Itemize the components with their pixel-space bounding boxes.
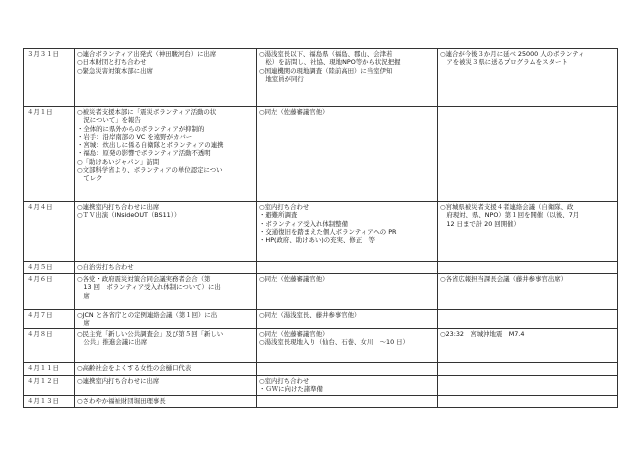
date-cell: ４月１１日 [24, 362, 75, 375]
office-action-cell [257, 362, 438, 375]
cell-line: 13 回 ボランティア受入れ体制について）に出 [77, 283, 221, 292]
field-event-cell [438, 395, 618, 407]
activity-cell [75, 49, 257, 107]
cell-line: てレク [77, 174, 103, 183]
office-action-cell [257, 310, 438, 329]
activity-timeline-table [23, 48, 618, 408]
cell-line: ○連合ボランティア出発式（神田駿河台）に出席 [77, 50, 217, 58]
cell-line: ○JCN と各省庁との定例連絡会議（第１回）に出 [77, 311, 218, 319]
cell-line: ○宮城県被災者支援４者連絡会議（自衛隊、政 [440, 203, 574, 211]
cell-line: ○同左（佐藤審議官他） [259, 275, 329, 283]
cell-line: ・宮城：炊出しに係る自衛隊とボランティアの連携 [77, 141, 224, 150]
cell-line: ○被災者支援本部に「震災ボランティア活動の状 [77, 108, 217, 116]
cell-line: ○連携室内打ち合わせに出席 [77, 376, 160, 385]
field-event-cell [438, 362, 618, 375]
date-cell: ４月５日 [24, 262, 75, 274]
cell-line: 地室員が同行 [259, 74, 304, 83]
field-event-cell [438, 310, 618, 329]
table-row [24, 274, 618, 310]
office-action-cell [257, 49, 438, 107]
cell-line: ○各省広報担当課長会議（藤井参事官出席） [440, 275, 567, 283]
activity-cell [75, 262, 257, 274]
field-event-cell [438, 328, 618, 362]
cell-line: ○連携室内打ち合わせに出席 [77, 203, 160, 211]
cell-line: ・ＧＷに向けた諸準備 [259, 384, 323, 393]
field-event-cell [438, 375, 618, 395]
cell-line: ・福島：原発の影響でボランティア活動不透明 [77, 149, 211, 158]
cell-line: ○湯浅室長現地入り（仙台、石巻、女川 ～10 日） [259, 337, 409, 346]
field-event-cell [438, 274, 618, 310]
cell-line: 松）を訪問し、社協、現地NPO等から状況把握 [259, 58, 401, 67]
activity-cell [75, 274, 257, 310]
cell-line: 席 [77, 291, 90, 300]
table-row [24, 375, 618, 395]
activity-cell [75, 310, 257, 329]
cell-line: ・全体的に県外からのボランティアが抑制的 [77, 124, 205, 133]
activity-cell [75, 375, 257, 395]
cell-line: 席 [77, 319, 90, 328]
activity-cell [75, 328, 257, 362]
cell-line: ○同左（佐藤審議官他） [259, 108, 329, 116]
date-cell: ３月３１日 [24, 49, 75, 107]
cell-line: ○ＴＶ出演（INsideOUT（BS11）） [77, 211, 181, 220]
table-row [24, 362, 618, 375]
office-action-cell [257, 395, 438, 407]
cell-line: ○23:32 宮城沖地震 M7.4 [440, 329, 525, 338]
cell-line: 府現対、県、NPO）第１回を開催（以後、7月 [440, 211, 580, 220]
cell-line: ○高齢社会をよくする女性の会樋口代表 [77, 363, 192, 372]
table-row [24, 262, 618, 274]
office-action-cell [257, 375, 438, 395]
cell-line: ・避難所調査 [259, 211, 298, 220]
date-cell: ４月１２日 [24, 375, 75, 395]
date-cell: ４月７日 [24, 310, 75, 329]
cell-line: 公共」推進会議に出席 [77, 337, 148, 346]
table-row [24, 107, 618, 202]
table-row [24, 49, 618, 107]
activity-cell [75, 107, 257, 202]
cell-line: アを被災３県に送るプログラムをスタート [440, 58, 568, 67]
cell-line: ○同左（佐藤審議官他） [259, 329, 329, 338]
cell-line: ・ボランティア受入れ体制整備 [259, 219, 348, 228]
table-body [24, 49, 618, 408]
office-action-cell [257, 262, 438, 274]
date-cell: ４月１３日 [24, 395, 75, 407]
cell-line: ○室内打ち合わせ [259, 376, 310, 385]
date-cell: ４月８日 [24, 328, 75, 362]
cell-line: ○「助けあいジャパン」訪問 [77, 157, 160, 166]
cell-line: ○さわやか福祉財団堀田理事長 [77, 396, 166, 405]
field-event-cell [438, 202, 618, 262]
office-action-cell [257, 202, 438, 262]
activity-cell [75, 395, 257, 407]
date-cell: ４月１日 [24, 107, 75, 202]
cell-line: ・岩手：沿岸南部の VC を遠野がカバー [77, 132, 193, 141]
cell-line: ○湯浅室長以下、福島県（福島、郡山、会津若 [259, 50, 393, 58]
cell-line: ○日本財団と打ち合わせ [77, 58, 147, 67]
cell-line: ・交通復旧を踏まえた個人ボランティアへの PR [259, 227, 397, 236]
field-event-cell [438, 107, 618, 202]
cell-line: 12 日まで計 20 回開催） [440, 219, 520, 228]
activity-cell [75, 202, 257, 262]
field-event-cell [438, 262, 618, 274]
office-action-cell [257, 107, 438, 202]
cell-line: ○自治労打ち合わせ [77, 263, 134, 271]
table-row [24, 328, 618, 362]
date-cell: ４月６日 [24, 274, 75, 310]
cell-line: ○緊急災害対策本部に出席 [77, 66, 153, 75]
cell-line: ○国連機関の現地調査（陸前高田）に当室伊知 [259, 66, 393, 75]
cell-line: ○連合が今後３か月に延べ 25000 人のボランティ [440, 50, 585, 58]
cell-line: ○文部科学省より、ボランティアの単位認定につい [77, 166, 223, 175]
field-event-cell [438, 49, 618, 107]
cell-line: ○同左（湯浅室長、藤井参事官他） [259, 311, 361, 319]
office-action-cell [257, 328, 438, 362]
table-row [24, 202, 618, 262]
table-row [24, 395, 618, 407]
cell-line: ○室内打ち合わせ [259, 203, 310, 211]
table-row [24, 310, 618, 329]
cell-line: 況について」を報告 [77, 116, 141, 125]
activity-cell [75, 362, 257, 375]
office-action-cell [257, 274, 438, 310]
cell-line: ○各党・政府震災対策合同会議実務者会合（第 [77, 275, 211, 283]
date-cell: ４月４日 [24, 202, 75, 262]
cell-line: ・HP(政府、助けあい)の充実、修正 等 [259, 236, 375, 245]
cell-line: ○民主党「新しい公共調査会」及び第５回「新しい [77, 329, 224, 338]
